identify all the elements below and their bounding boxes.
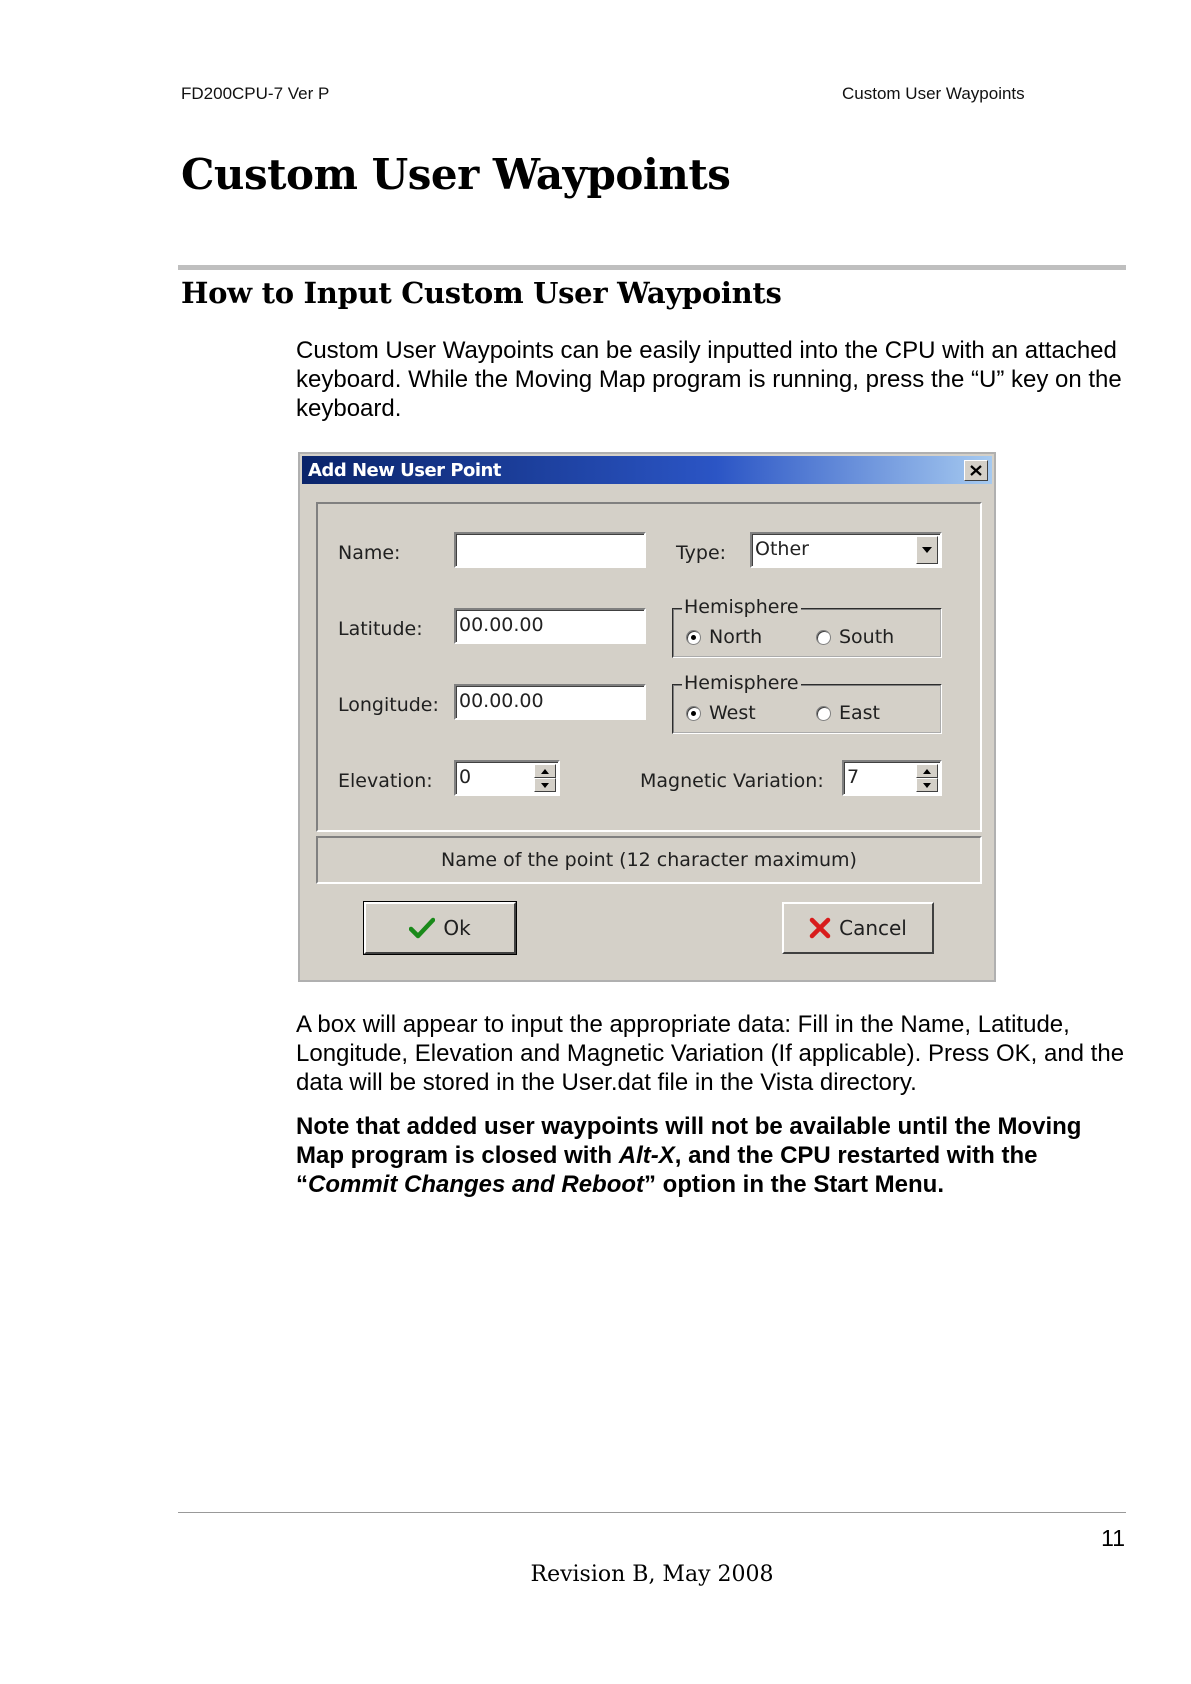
note-key: Alt-X <box>618 1142 675 1169</box>
type-select[interactable] <box>750 532 942 568</box>
elevation-label: Elevation: <box>338 770 433 792</box>
north-radio[interactable] <box>686 626 762 648</box>
running-header-left: FD200CPU-7 Ver P <box>181 84 330 103</box>
dialog-titlebar <box>302 456 992 484</box>
status-bar <box>316 836 982 884</box>
body-paragraph: A box will appear to input the appropriate data: Fill in the Name, Latitude, Longitude, Elevation and Magnetic Variation (If applicable). Press OK, and the data will be stored in the User.dat file in the Vista directory. <box>296 1011 1125 1096</box>
west-label: West <box>709 702 756 724</box>
cancel-label: Cancel <box>839 916 907 940</box>
magvar-spin-buttons[interactable] <box>916 764 938 792</box>
north-label: North <box>709 626 763 648</box>
running-header-right: Custom User Waypoints <box>842 84 1025 103</box>
elevation-spin-buttons[interactable] <box>534 764 556 792</box>
revision-footer: Revision B, May 2008 <box>530 1562 774 1587</box>
magnetic-variation-label: Magnetic Variation: <box>640 770 824 792</box>
note-option: Commit Changes and Reboot <box>308 1171 645 1198</box>
east-label: East <box>839 702 880 724</box>
ok-button[interactable] <box>364 902 516 954</box>
longitude-label: Longitude: <box>338 694 439 716</box>
section-divider <box>178 265 1126 270</box>
page-title: Custom User Waypoints <box>181 150 731 199</box>
dialog-title: Add New User Point <box>308 460 501 481</box>
note-text-2: , and the CPU restarted with the “ <box>296 1142 1038 1198</box>
type-select-value: Other <box>755 538 809 560</box>
add-user-point-dialog <box>298 452 996 982</box>
section-heading: How to Input Custom User Waypoints <box>181 276 782 310</box>
spin-down-icon[interactable] <box>916 778 938 792</box>
latitude-input[interactable]: 00.00.00 <box>454 608 646 644</box>
south-label: South <box>839 626 895 648</box>
elevation-spinner[interactable] <box>454 760 560 796</box>
spin-up-icon[interactable] <box>916 764 938 778</box>
spin-down-icon[interactable] <box>534 778 556 792</box>
west-radio[interactable] <box>686 702 756 724</box>
radio-unselected-icon <box>816 706 831 721</box>
name-input[interactable] <box>454 532 646 568</box>
checkmark-icon <box>409 917 435 939</box>
type-label: Type: <box>676 542 727 564</box>
radio-unselected-icon <box>816 630 831 645</box>
cancel-x-icon <box>809 917 831 939</box>
close-icon <box>970 465 982 476</box>
intro-paragraph: Custom User Waypoints can be easily inputted into the CPU with an attached keyboard. While the Moving Map program is running, press the “U” key on the keyboard. <box>296 337 1122 422</box>
close-button[interactable] <box>964 460 988 481</box>
magnetic-variation-value: 7 <box>847 766 860 788</box>
east-radio[interactable] <box>816 702 880 724</box>
dropdown-arrow-button[interactable] <box>916 536 938 564</box>
elevation-value: 0 <box>459 766 472 788</box>
magnetic-variation-spinner[interactable] <box>842 760 942 796</box>
name-label: Name: <box>338 542 401 564</box>
ok-label: Ok <box>443 916 471 940</box>
hemisphere-legend: Hemisphere <box>684 672 799 694</box>
cancel-button[interactable] <box>782 902 934 954</box>
note-text-3: ” option in the Start Menu. <box>644 1171 944 1198</box>
spin-up-icon[interactable] <box>534 764 556 778</box>
chevron-down-icon <box>922 547 932 553</box>
page-number: 11 <box>1101 1525 1125 1551</box>
south-radio[interactable] <box>816 626 894 648</box>
radio-selected-icon <box>686 706 701 721</box>
hemisphere-legend: Hemisphere <box>684 596 799 618</box>
note-text-1: Note that added user waypoints will not be available until the Moving Map program is closed with <box>296 1113 1082 1169</box>
radio-selected-icon <box>686 630 701 645</box>
footer-divider <box>178 1512 1126 1513</box>
longitude-hemisphere-group <box>672 672 942 734</box>
longitude-input[interactable]: 00.00.00 <box>454 684 646 720</box>
latitude-label: Latitude: <box>338 618 423 640</box>
status-text: Name of the point (12 character maximum) <box>441 849 857 871</box>
dialog-form-panel <box>316 502 982 832</box>
note-paragraph <box>296 1112 1131 1199</box>
latitude-hemisphere-group <box>672 596 942 658</box>
